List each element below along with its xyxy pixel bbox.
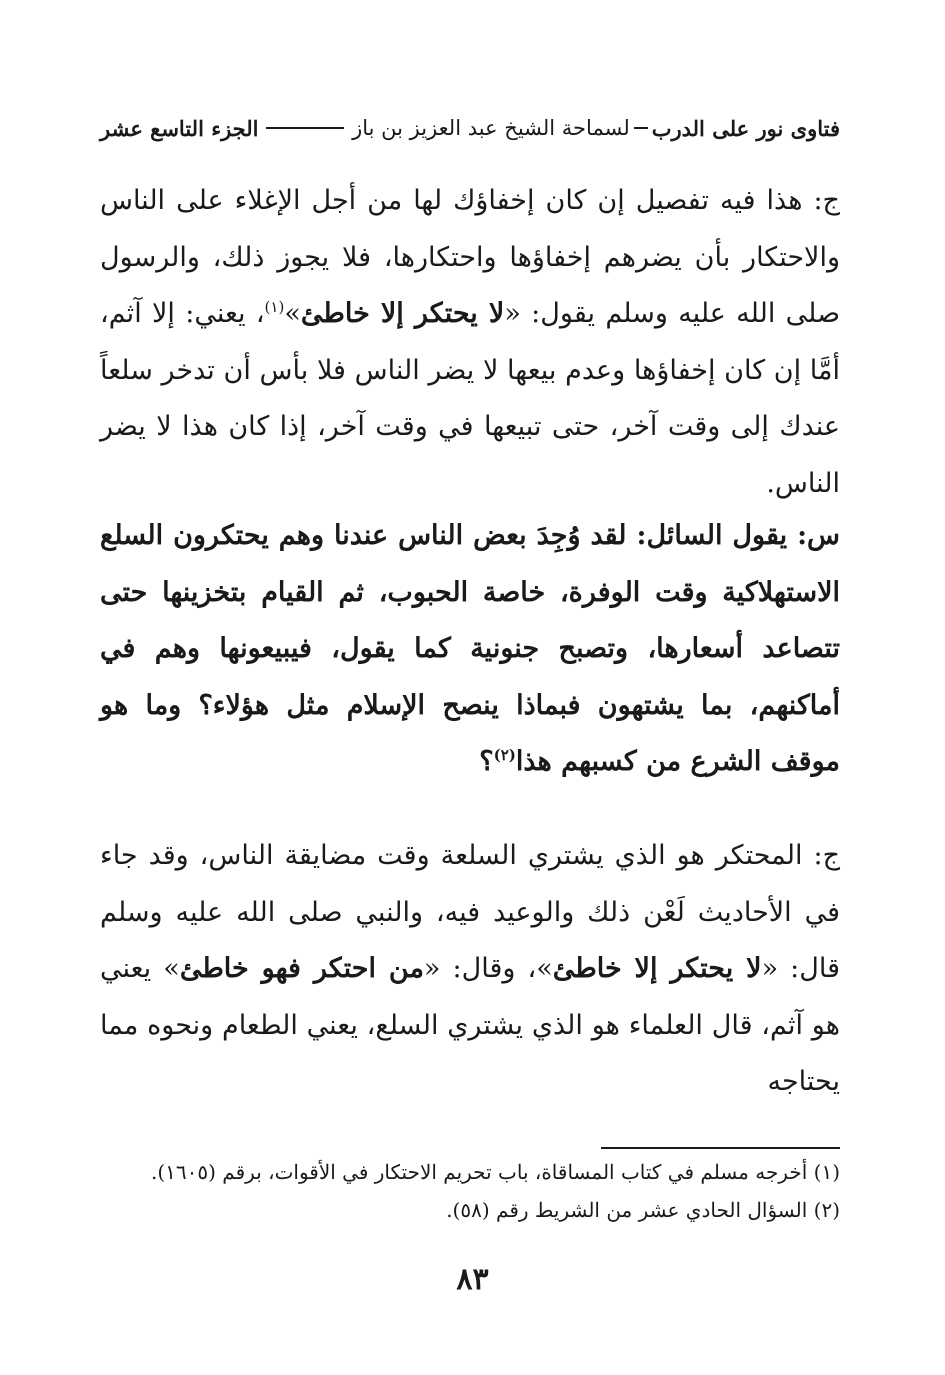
question-paragraph [100,508,840,791]
running-header [100,108,840,148]
answer2-hadith1: لا يحتكر إلا خاطئ [552,953,762,984]
question-text: س: يقول السائل: لقد وُجِدَ بعض الناس عندنا وهم يحتكرون السلع الاستهلاكية وقت الوفرة، خاصة الحبوب، ثم القيام بتخزينها حتى تتصاعد أسعارها، وتصبح جنونية كما يقول، فيبيعونها وهم في أماكنهم، بما يشتهون فبماذا ينصح الإسلام مثل هؤلاء؟ وما هو موقف الشرع من كسبهم هذا [100,520,841,777]
footnote-ref-2: (٢) [493,746,516,764]
footnotes [100,1153,840,1229]
answer-paragraph-1 [100,173,840,512]
question-end: ؟ [479,746,494,777]
header-rule [266,127,344,129]
answer1-close-quote: » [284,298,301,329]
footnote-1: (١) أخرجه مسلم في كتاب المساقاة، باب تحريم الاحتكار في الأقوات، برقم (١٦٠٥). [150,1160,840,1184]
volume-label: الجزء التاسع عشر [100,115,259,141]
page-number: ٨٣ [456,1262,489,1297]
answer2-hadith2: من احتكر فهو خاطئ [179,953,424,984]
footnote-separator [601,1147,840,1149]
answer-paragraph-2 [100,828,840,1111]
header-dash [634,127,648,129]
answer1-rest: ، يعني: إلا آثم، أمَّا إن كان إخفاؤها وعدم بيعها لا يضر الناس فلا بأس أن تدخر سلعاً عندك إلى وقت آخر، حتى تبيعها في وقت آخر، إذا كان هذا لا يضر الناس. [100,298,840,499]
author-name: لسماحة الشيخ عبد العزيز بن باز [352,116,630,140]
answer1-lead: ج: هذا فيه تفصيل إن كان إخفاؤك لها من أجل الإغلاء على الناس والاحتكار بأن يضرهم إخفاؤها واحتكارها، فلا يجوز ذلك، والرسول صلى الله عليه وسلم يقول: « [100,185,840,329]
footnote-2: (٢) السؤال الحادي عشر من الشريط رقم (٥٨). [446,1198,840,1222]
footnote-ref-1: (١) [264,298,285,316]
answer2-part3: » يعني هو آثم، قال العلماء هو الذي يشتري السلع، يعني الطعام ونحوه مما يحتاجه [100,953,840,1097]
book-title: فتاوى نور على الدرب [651,115,840,141]
answer2-part1: ج: المحتكر هو الذي يشتري السلعة وقت مضايقة الناس، وقد جاء في الأحاديث لَعْن ذلك والوعيد فيه، والنبي صلى الله عليه وسلم قال: « [100,840,841,984]
answer1-hadith: لا يحتكر إلا خاطئ [300,298,505,329]
answer2-part2: »، وقال: « [423,953,553,984]
